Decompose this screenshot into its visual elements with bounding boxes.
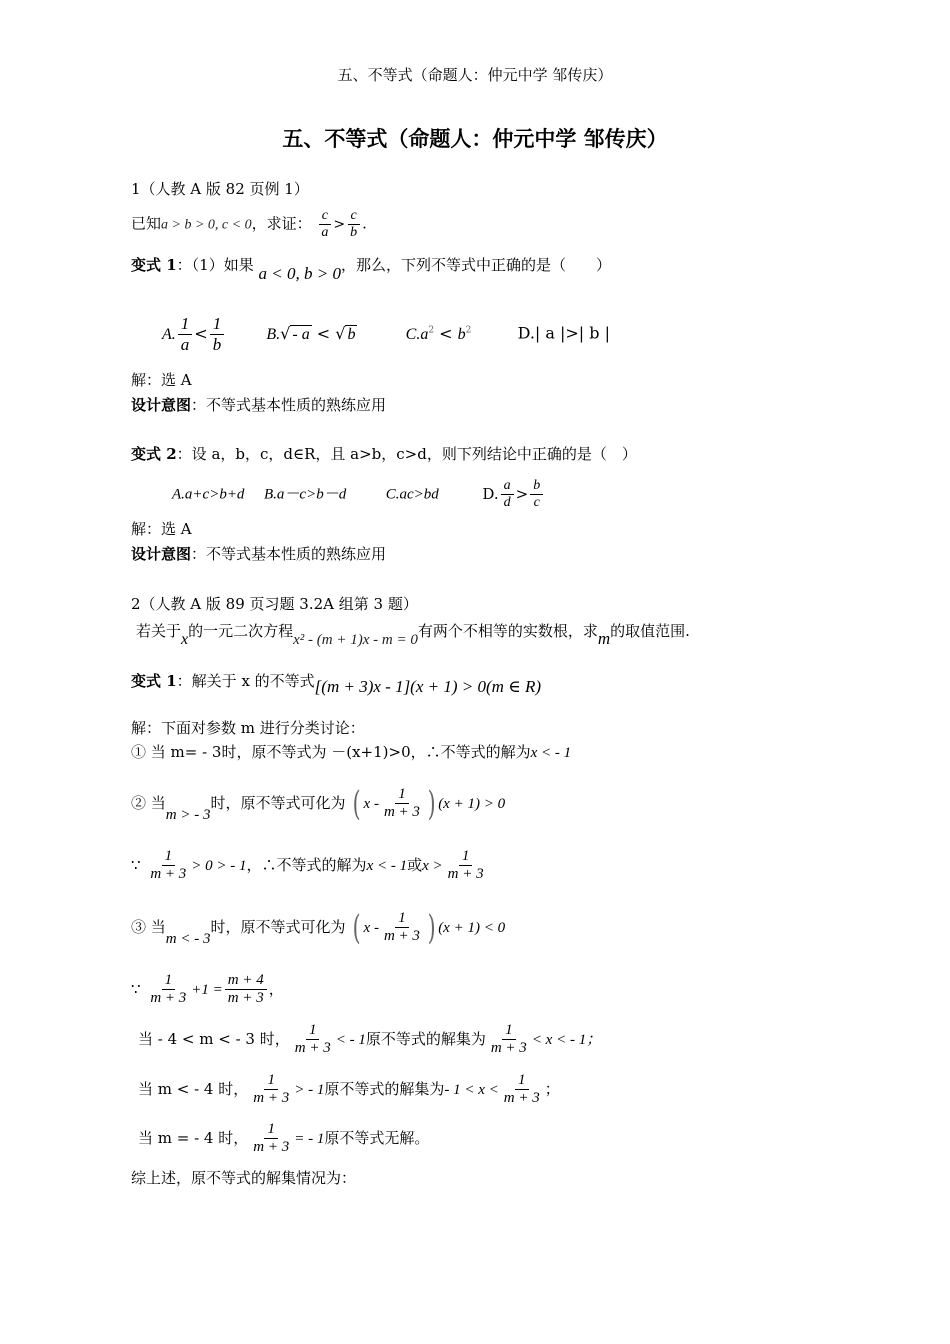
q2-solution-intro: 解：下面对参数 m 进行分类讨论： bbox=[131, 719, 365, 737]
q1-variant2-text: ：设 a，b，c，d∈R，且 a>b，c>d，则下列结论中正确的是（ ） bbox=[176, 445, 637, 463]
q1-variant1 bbox=[131, 256, 611, 283]
page-title: 五、不等式（命题人：仲元中学 邹传庆） bbox=[282, 126, 668, 151]
q1-stem: 已知a > b > 0, c < 0，求证： $\frac{c}{a}$ > $\frac{c}{b}$ . bbox=[131, 208, 367, 241]
option-a: A.a+c>b+d bbox=[172, 486, 245, 503]
q2-stem: 若关于x的一元二次方程x² - (m + 1)x - m = 0有两个不相等的实数根，求m的取值范围. bbox=[136, 622, 690, 648]
case-1: ① 当 m= - 3时，原不等式为 －(x+1)>0，∴不等式的解为x < - 1 bbox=[131, 743, 572, 761]
fraction-c-over-b: $\frac{c}{b}$ bbox=[347, 208, 360, 241]
option-c: $C.a^2 < b^2$ bbox=[405, 323, 472, 343]
option-b: B.a－c>b－d bbox=[264, 486, 347, 503]
q1-variant2-options bbox=[172, 478, 545, 511]
q1-variant1-answer: 解：选 A bbox=[131, 371, 192, 389]
q2-equation: x² - (m + 1)x - m = 0 bbox=[293, 632, 418, 648]
q1-source: 1（人教 A 版 82 页例 1） bbox=[131, 180, 309, 198]
case-2: ② 当m > - 3时，原不等式可化为 ( x - $\frac{1}{m + 3}$ ) (x + 1) > 0 bbox=[131, 783, 506, 824]
q1-variant2-answer: 解：选 A bbox=[131, 520, 192, 538]
q1-stem-condition: a > b > 0, c < 0 bbox=[161, 217, 252, 233]
q1-variant2 bbox=[131, 447, 637, 462]
subcase-3: 当 m = - 4 时， $\frac{1}{m + 3}$ = - 1原不等式无解。 bbox=[138, 1121, 430, 1156]
option-d: D. $\frac{a}{d}$ > $\frac{b}{c}$ bbox=[482, 485, 545, 503]
option-b: B.√ - a < √ b bbox=[266, 323, 356, 343]
subcase-2: 当 m < - 4 时， $\frac{1}{m + 3}$ > - 1原不等式的解集为- 1 < x < $\frac{1}{m + 3}$ ； bbox=[138, 1072, 560, 1107]
option-c: C.ac>bd bbox=[385, 486, 439, 503]
q2-inequality: [(m + 3)x - 1](x + 1) > 0(m ∈ R) bbox=[314, 677, 542, 696]
page-header: 五、不等式（命题人：仲元中学 邹传庆） bbox=[337, 66, 613, 84]
option-d: D.| a |>| b | bbox=[517, 323, 610, 343]
option-a: A. $\frac{1}{a}$ < $\frac{1}{b}$ bbox=[162, 324, 226, 343]
q1-variant1-text-b: ，那么，下列不等式中正确的是（ ） bbox=[340, 256, 611, 274]
summary: 综上述，原不等式的解集情况为： bbox=[131, 1169, 357, 1187]
q1-variant1-label: 变式 1 bbox=[131, 256, 177, 274]
q1-variant1-condition: a < 0, b > 0 bbox=[258, 264, 341, 283]
case-3: ③ 当m < - 3时，原不等式可化为 ( x - $\frac{1}{m + 3}$ ) (x + 1) < 0 bbox=[131, 907, 506, 948]
q1-stem-prefix: 已知 bbox=[131, 214, 162, 233]
q1-variant1-options bbox=[162, 314, 610, 354]
q2-variant1: 变式 1：解关于 x 的不等式[(m + 3)x - 1](x + 1) > 0(m ∈ R) bbox=[131, 672, 542, 696]
q1-variant2-label: 变式 2 bbox=[131, 445, 177, 463]
subcase-1: 当 - 4 < m < - 3 时， $\frac{1}{m + 3}$ < - 1原不等式的解集为 $\frac{1}{m + 3}$ < x < - 1； bbox=[138, 1022, 602, 1057]
q1-stem-mid: ，求证： bbox=[251, 214, 312, 233]
q1-variant1-intent: 设计意图：不等式基本性质的熟练应用 bbox=[131, 396, 387, 414]
q1-variant2-intent: 设计意图：不等式基本性质的熟练应用 bbox=[131, 545, 387, 563]
case-2-reason: ∵ $\frac{1}{m + 3}$ > 0 > - 1，∴不等式的解为x < - 1或x > $\frac{1}{m + 3}$ bbox=[131, 848, 484, 883]
q2-source: 2（人教 A 版 89 页习题 3.2A 组第 3 题） bbox=[131, 595, 418, 613]
fraction-c-over-a: $\frac{c}{a}$ bbox=[318, 208, 331, 241]
case-3-identity: ∵ $\frac{1}{m + 3}$ +1 = $\frac{m + 4}{m + 3}$ ， bbox=[131, 972, 284, 1007]
q1-variant1-text-a: ：（1）如果 bbox=[176, 256, 254, 274]
